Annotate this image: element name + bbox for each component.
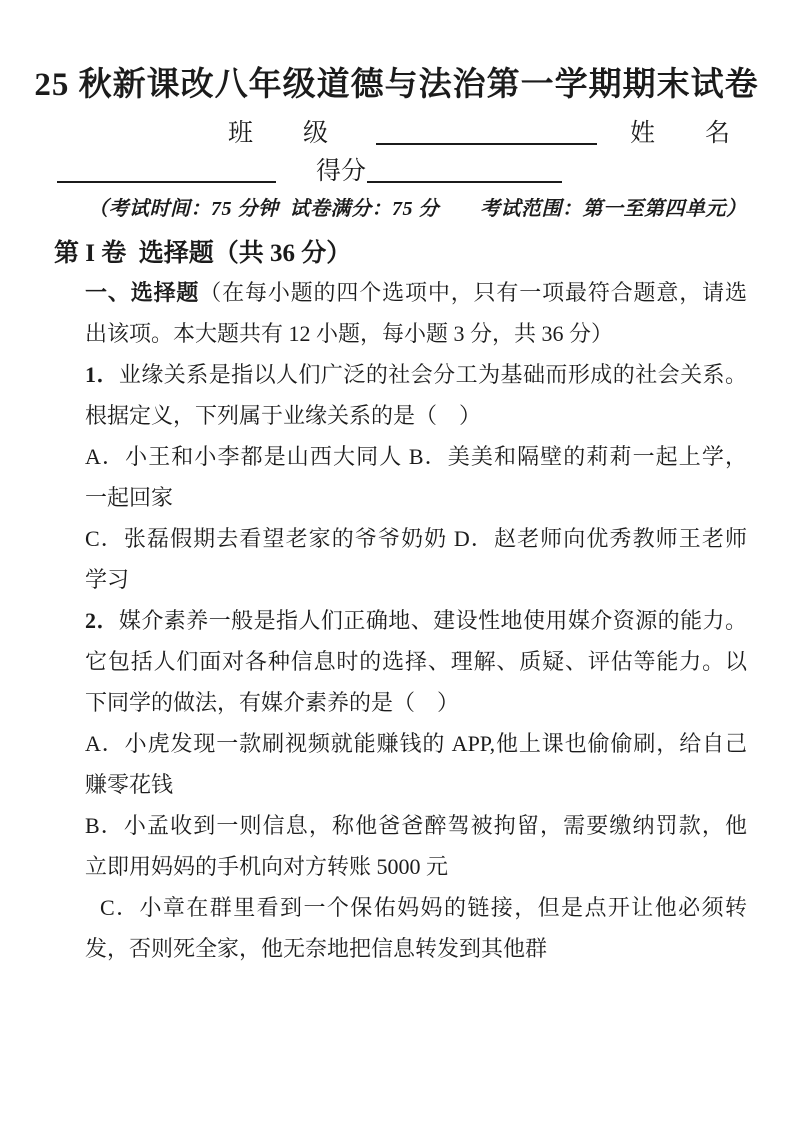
line-bold-prefix: 1．	[85, 362, 119, 387]
exam-text-line: A．小虎发现一款刷视频就能赚钱的 APP,他上课也偷偷刷，给自己	[85, 731, 747, 756]
questions-text-block	[85, 272, 747, 969]
class-blank-line	[376, 143, 597, 145]
exam-title: 25 秋新课改八年级道德与法治第一学期期末试卷	[34, 67, 759, 103]
line-bold-prefix: 2．	[85, 608, 119, 633]
exam-text-line: 1．业缘关系是指以人们广泛的社会分工为基础而形成的社会关系。	[85, 362, 747, 387]
exam-text-line: 下同学的做法，有媒介素养的是（ ）	[85, 690, 460, 715]
name-label: 姓 名	[630, 120, 731, 147]
exam-text-line: C．小章在群里看到一个保佑妈妈的链接，但是点开让他必须转	[100, 895, 747, 920]
exam-text-line: 它包括人们面对各种信息时的选择、理解、质疑、评估等能力。以	[85, 649, 747, 674]
exam-text-line: 2．媒介素养一般是指人们正确地、建设性地使用媒介资源的能力。	[85, 608, 747, 633]
exam-text-line: C．张磊假期去看望老家的爷爷奶奶 D．赵老师向优秀教师王老师	[85, 526, 747, 551]
part1-heading: 第 I 卷 选择题（共 36 分）	[54, 240, 352, 267]
exam-text-line: 一起回家	[85, 485, 174, 510]
exam-text-line: 赚零花钱	[85, 772, 174, 797]
name-blank-line	[57, 181, 276, 183]
line-bold-prefix: 一、选择题	[85, 280, 200, 305]
exam-text-line: 一、选择题（在每小题的四个选项中，只有一项最符合题意，请选	[85, 280, 747, 305]
exam-text-line: B．小孟收到一则信息，称他爸爸醉驾被拘留，需要缴纳罚款，他	[85, 813, 747, 838]
exam-text-line: 出该项。本大题共有 12 小题，每小题 3 分，共 36 分）	[85, 321, 614, 346]
exam-text-line: 学习	[85, 567, 130, 592]
class-label: 班 级	[228, 120, 329, 147]
exam-text-line: 发，否则死全家，他无奈地把信息转发到其他群	[85, 936, 548, 961]
score-label: 得分	[316, 158, 367, 185]
score-blank-line	[367, 181, 562, 183]
exam-text-line: 根据定义，下列属于业缘关系的是（ ）	[85, 403, 482, 428]
exam-text-line: A．小王和小李都是山西大同人 B．美美和隔壁的莉莉一起上学，	[85, 444, 747, 469]
exam-info-line: （考试时间：75 分钟 试卷满分：75 分 考试范围：第一至第四单元）	[88, 198, 747, 220]
exam-text-line: 立即用妈妈的手机向对方转账 5000 元	[85, 854, 449, 879]
